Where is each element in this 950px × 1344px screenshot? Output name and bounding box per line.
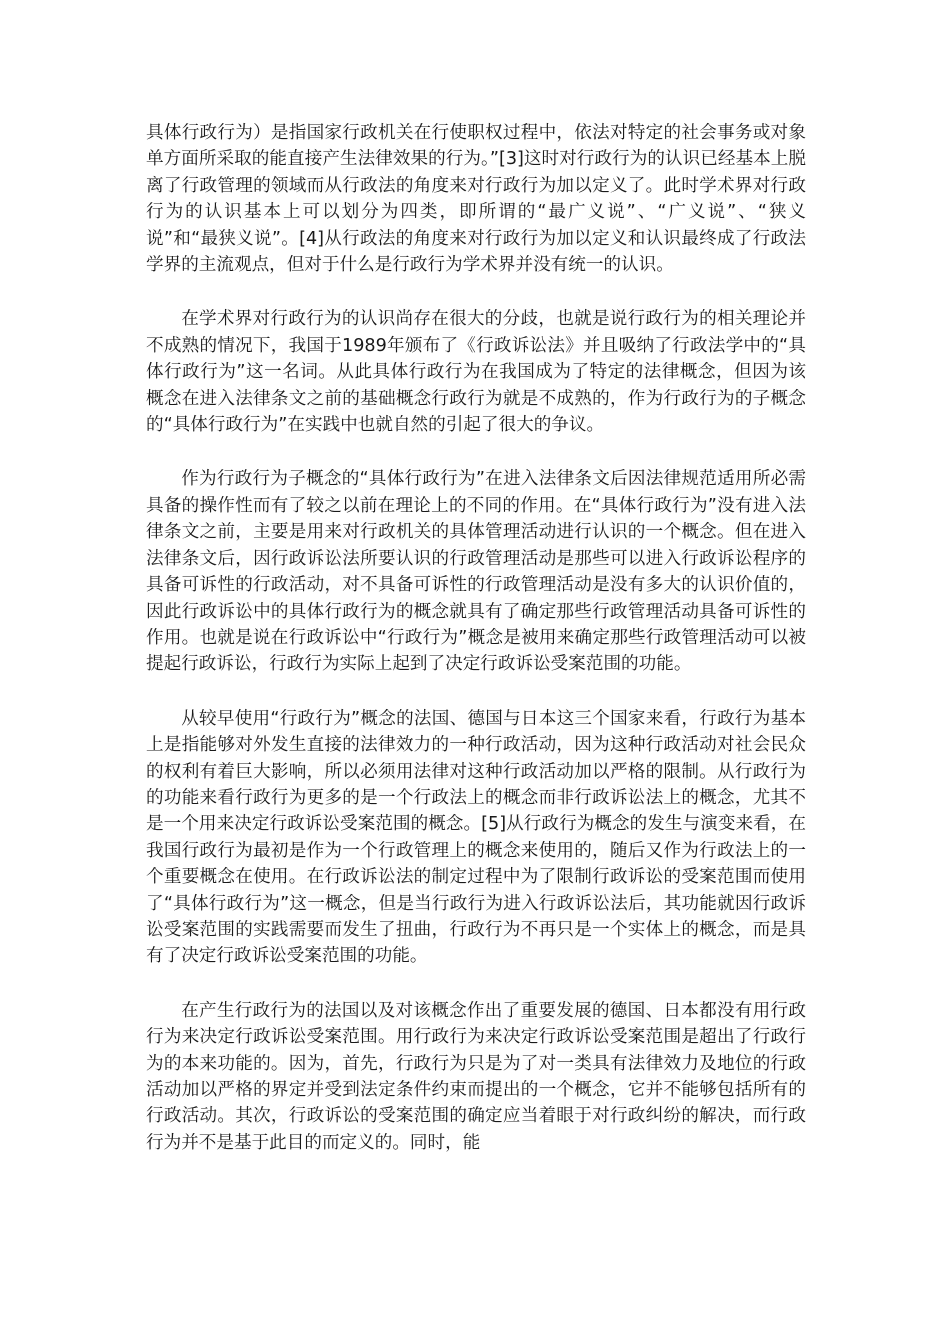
paragraph-4: 从较早使用“行政行为”概念的法国、德国与日本这三个国家来看，行政行为基本上是指能够对外发生直接的法律效力的一种行政活动，因为这种行政活动对社会民众的权利有着巨大影响，所以必须用法律对这种行政活动加以严格的限制。从行政行为的功能来看行政行为更多的是一个行政法上的概念而非行政诉讼法上的概念，尤其不是一个用来决定行政诉讼受案范围的概念。[5]从行政行为概念的发生与演变来看，在我国行政行为最初是作为一个行政管理上的概念来使用的，随后又作为行政法上的一个重要概念在使用。在行政诉讼法的制定过程中为了限制行政诉讼的受案范围而使用了“具体行政行为”这一概念，但是当行政行为进入行政诉讼法后，其功能就因行政诉讼受案范围的实践需要而发生了扭曲，行政行为不再只是一个实体上的概念，而是具有了决定行政诉讼受案范围的功能。 (146, 708, 806, 967)
paragraph-5: 在产生行政行为的法国以及对该概念作出了重要发展的德国、日本都没有用行政行为来决定行政诉讼受案范围。用行政行为来决定行政诉讼受案范围是超出了行政行为的本来功能的。因为，首先，行政行为只是为了对一类具有法律效力及地位的行政活动加以严格的界定并受到法定条件约束而提出的一个概念，它并不能够包括所有的行政活动。其次，行政诉讼的受案范围的确定应当着眼于对行政纠纷的解决，而行政行为并不是基于此目的而定义的。同时，能 (146, 1000, 806, 1153)
paragraph-2: 在学术界对行政行为的认识尚存在很大的分歧，也就是说行政行为的相关理论并不成熟的情况下，我国于1989年颁布了《行政诉讼法》并且吸纳了行政法学中的“具体行政行为”这一名词。从此具体行政行为在我国成为了特定的法律概念，但因为该概念在进入法律条文之前的基础概念行政行为就是不成熟的，作为行政行为的子概念的“具体行政行为”在实践中也就自然的引起了很大的争议。 (146, 309, 806, 436)
paragraph-3: 作为行政行为子概念的“具体行政行为”在进入法律条文后因法律规范适用所必需具备的操作性而有了较之以前在理论上的不同的作用。在“具体行政行为”没有进入法律条文之前，主要是用来对行政机关的具体管理活动进行认识的一个概念。但在进入法律条文后，因行政诉讼法所要认识的行政管理活动是那些可以进入行政诉讼程序的具备可诉性的行政活动，对不具备可诉性的行政管理活动是没有多大的认识价值的，因此行政诉讼中的具体行政行为的概念就具有了确定那些行政管理活动具备可诉性的作用。也就是说在行政诉讼中“行政行为”概念是被用来确定那些行政管理活动可以被提起行政诉讼，行政行为实际上起到了决定行政诉讼受案范围的功能。 (146, 469, 806, 675)
paragraph-1: 具体行政行为）是指国家行政机关在行使职权过程中，依法对特定的社会事务或对象单方面所采取的能直接产生法律效果的行为。”[3]这时对行政行为的认识已经基本上脱离了行政管理的领域而从行政法的角度来对行政行为加以定义了。此时学术界对行政行为的认识基本上可以划分为四类，即所谓的“最广义说”、“广义说”、“狭义说”和“最狭义说”。[4]从行政法的角度来对行政行为加以定义和认识最终成了行政法学界的主流观点，但对于什么是行政行为学术界并没有统一的认识。 (146, 123, 806, 276)
document-body (146, 120, 806, 1184)
